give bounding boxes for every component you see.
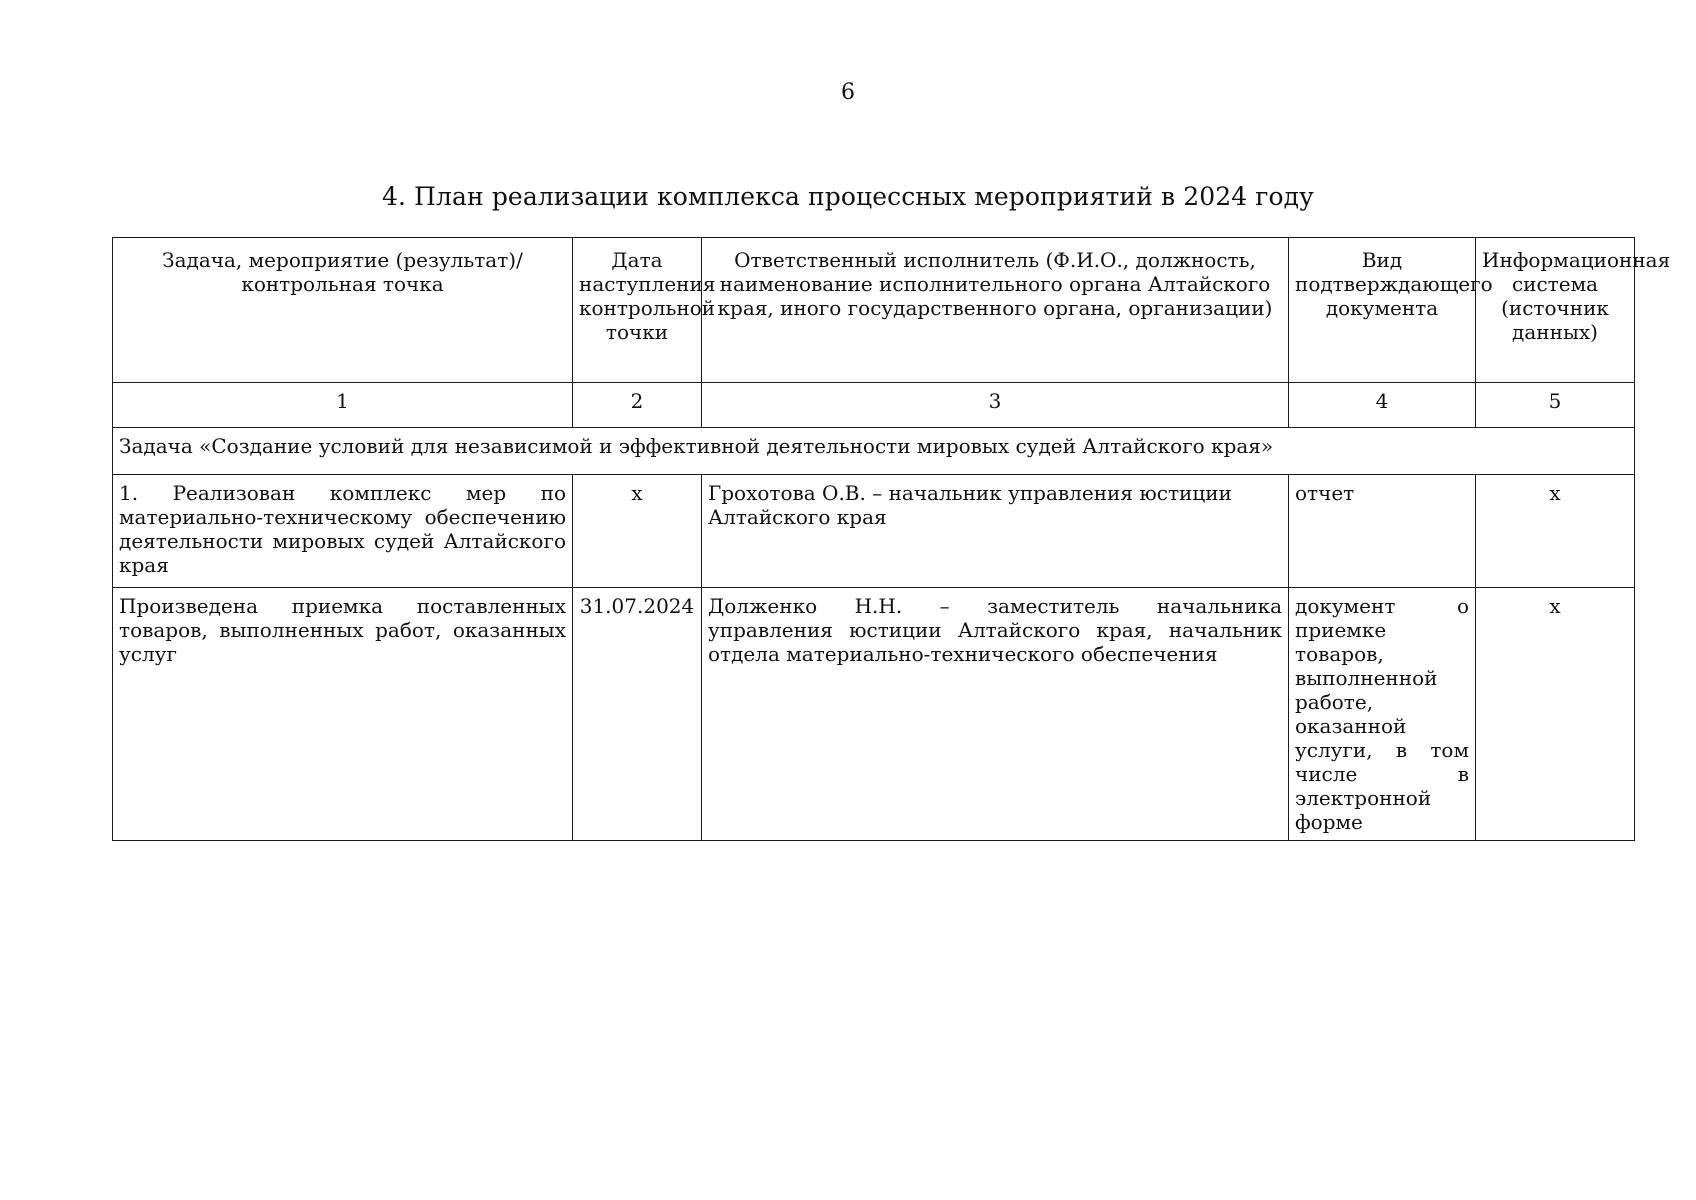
plan-table xyxy=(112,237,1671,841)
cell-system: х xyxy=(1476,588,1635,841)
table-row xyxy=(113,475,1635,588)
cell-system: х xyxy=(1476,475,1635,588)
column-number: 5 xyxy=(1476,383,1635,428)
task-cell: Задача «Создание условий для независимой и эффективной деятельности мировых судей Алтайского края» xyxy=(113,428,1635,475)
column-number: 2 xyxy=(573,383,702,428)
task-row xyxy=(113,428,1635,475)
header-row xyxy=(113,238,1635,383)
cell-task: Произведена приемка поставленных товаров, выполненных работ, оказанных услуг xyxy=(113,588,573,841)
header-date: Дата наступления контрольной точки xyxy=(573,238,702,383)
cell-document: документ о приемке товаров, выполненной работе, оказанной услуги, в том числе в электронной форме xyxy=(1289,588,1476,841)
page-number: 6 xyxy=(841,80,855,105)
header-document: Вид подтверждающего документа xyxy=(1289,238,1476,383)
cell-responsible: Долженко Н.Н. – заместитель начальника управления юстиции Алтайского края, начальник отдела материально-технического обеспечения xyxy=(702,588,1289,841)
table-row xyxy=(113,588,1635,841)
header-task: Задача, мероприятие (результат)/ контрольная точка xyxy=(113,238,573,383)
column-number: 1 xyxy=(113,383,573,428)
header-responsible: Ответственный исполнитель (Ф.И.О., должность, наименование исполнительного органа Алтайского края, иного государственного органа, организации) xyxy=(702,238,1289,383)
column-number: 4 xyxy=(1289,383,1476,428)
section-title: 4. План реализации комплекса процессных мероприятий в 2024 году xyxy=(382,182,1314,211)
cell-task: 1. Реализован комплекс мер по материально-техническому обеспечению деятельности мировых судей Алтайского края xyxy=(113,475,573,588)
cell-document: отчет xyxy=(1289,475,1476,588)
cell-responsible: Грохотова О.В. – начальник управления юстиции Алтайского края xyxy=(702,475,1289,588)
cell-date: 31.07.2024 xyxy=(573,588,702,841)
column-number-row xyxy=(113,383,1635,428)
column-number: 3 xyxy=(702,383,1289,428)
cell-date: х xyxy=(573,475,702,588)
header-system: Информационная система (источник данных) xyxy=(1476,238,1635,383)
